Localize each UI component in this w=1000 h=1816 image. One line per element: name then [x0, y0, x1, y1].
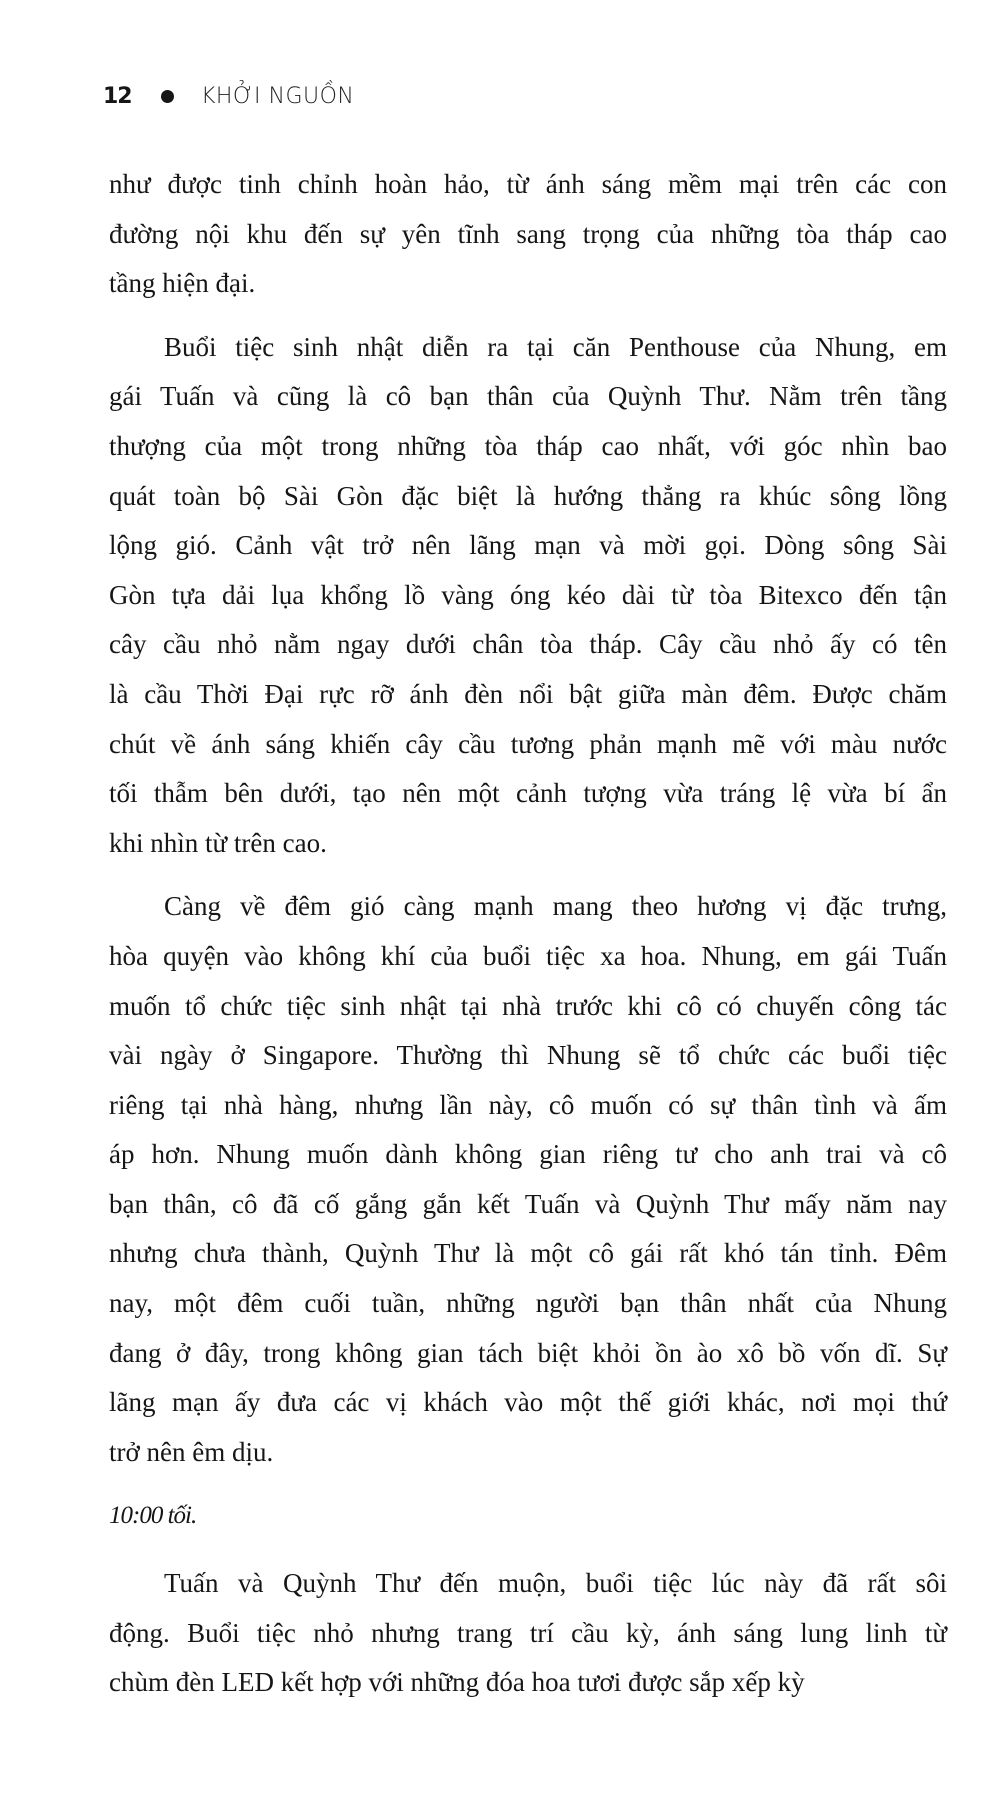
paragraph: [109, 1559, 947, 1708]
paragraph: [109, 323, 947, 869]
bullet-separator-icon: [161, 90, 174, 103]
page-body-text: [109, 160, 947, 1722]
text-line: Tuấn và Quỳnh Thư đến muộn, buổi tiệc lúc này đã rất sôi: [164, 1568, 947, 1599]
text-line: nay, một đêm cuối tuần, những người bạn thân nhất của Nhung: [109, 1288, 947, 1319]
text-line: gái Tuấn và cũng là cô bạn thân của Quỳnh Thư. Nằm trên tầng: [109, 381, 947, 412]
text-line: đường nội khu đến sự yên tĩnh sang trọng của những tòa tháp cao: [109, 218, 947, 249]
text-line: hòa quyện vào không khí của buổi tiệc xa hoa. Nhung, em gái Tuấn: [109, 940, 947, 971]
text-line: cây cầu nhỏ nằm ngay dưới chân tòa tháp. Cây cầu nhỏ ấy có tên: [109, 629, 947, 660]
text-line: nhưng chưa thành, Quỳnh Thư là một cô gái rất khó tán tỉnh. Đêm: [109, 1238, 947, 1269]
paragraph: [109, 882, 947, 1477]
text-line: lãng mạn ấy đưa các vị khách vào một thế giới khác, nơi mọi thứ: [109, 1387, 947, 1418]
text-line: là cầu Thời Đại rực rỡ ánh đèn nổi bật giữa màn đêm. Được chăm: [109, 678, 947, 709]
text-line: tối thẫm bên dưới, tạo nên một cảnh tượng vừa tráng lệ vừa bí ẩn: [109, 778, 947, 809]
text-line: bạn thân, cô đã cố gắng gắn kết Tuấn và Quỳnh Thư mấy năm nay: [109, 1188, 947, 1219]
text-line: trở nên êm dịu.: [109, 1436, 274, 1467]
text-line: vài ngày ở Singapore. Thường thì Nhung sẽ tổ chức các buổi tiệc: [109, 1040, 947, 1071]
text-line: chút về ánh sáng khiến cây cầu tương phản mạnh mẽ với màu nước: [109, 728, 947, 759]
text-line: 10:00 tối.: [109, 1502, 197, 1530]
text-line: khi nhìn từ trên cao.: [109, 827, 327, 858]
text-line: quát toàn bộ Sài Gòn đặc biệt là hướng thẳng ra khúc sông lồng: [109, 480, 947, 511]
text-line: như được tinh chỉnh hoàn hảo, từ ánh sáng mềm mại trên các con: [109, 169, 947, 199]
text-line: áp hơn. Nhung muốn dành không gian riêng tư cho anh trai và cô: [109, 1139, 947, 1170]
text-line: Buổi tiệc sinh nhật diễn ra tại căn Penthouse của Nhung, em: [164, 331, 947, 362]
text-line: riêng tại nhà hàng, nhưng lần này, cô muốn có sự thân tình và ấm: [109, 1089, 947, 1120]
text-line: Gòn tựa dải lụa khổng lồ vàng óng kéo dài từ tòa Bitexco đến tận: [109, 579, 947, 610]
text-line: Càng về đêm gió càng mạnh mang theo hương vị đặc trưng,: [164, 891, 947, 922]
text-line: thượng của một trong những tòa tháp cao nhất, với góc nhìn bao: [109, 430, 947, 461]
text-line: tầng hiện đại.: [109, 268, 256, 299]
text-line: lộng gió. Cảnh vật trở nên lãng mạn và mời gọi. Dòng sông Sài: [109, 530, 947, 561]
text-line: đang ở đây, trong không gian tách biệt khỏi ồn ào xô bồ vốn dĩ. Sự: [109, 1337, 947, 1368]
time-marker: [109, 1491, 947, 1541]
page-number: 12: [103, 84, 132, 109]
page-header: [103, 84, 354, 109]
paragraph: [109, 160, 947, 309]
text-line: động. Buổi tiệc nhỏ nhưng trang trí cầu kỳ, ánh sáng lung linh từ: [109, 1617, 947, 1648]
running-title: KHỞI NGUỒN: [201, 84, 355, 109]
text-line: muốn tổ chức tiệc sinh nhật tại nhà trước khi cô có chuyến công tác: [109, 990, 947, 1021]
text-line: chùm đèn LED kết hợp với những đóa hoa tươi được sắp xếp kỳ: [109, 1667, 805, 1698]
